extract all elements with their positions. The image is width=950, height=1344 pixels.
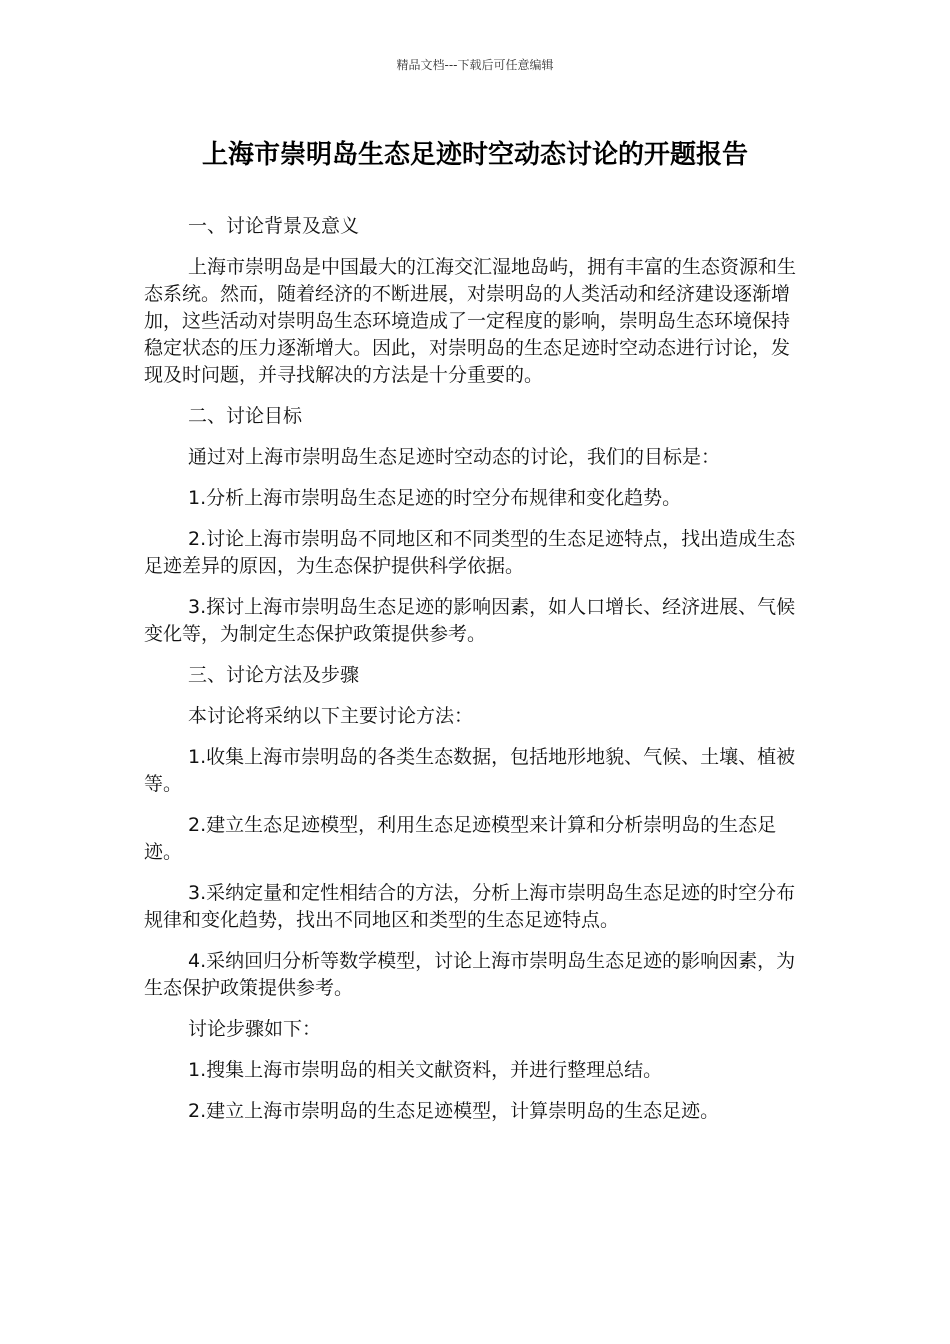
document-body — [144, 213, 804, 1139]
goal-item-1: 1.分析上海市崇明岛生态足迹的时空分布规律和变化趋势。 — [188, 487, 682, 509]
document-title: 上海市崇明岛生态足迹时空动态讨论的开题报告 — [201, 140, 748, 170]
goal-item-3: 3.探讨上海市崇明岛生态足迹的影响因素，如人口增长、经济进展、气候变化等，为制定生态保护政策提供参考。 — [144, 596, 796, 645]
step-item-1: 1.搜集上海市崇明岛的相关文献资料，并进行整理总结。 — [188, 1059, 663, 1081]
paragraph-steps-intro: 讨论步骤如下： — [188, 1018, 322, 1040]
paragraph-methods-intro: 本讨论将采纳以下主要讨论方法： — [188, 705, 474, 727]
method-item-2: 2.建立生态足迹模型，利用生态足迹模型来计算和分析崇明岛的生态足迹。 — [144, 814, 777, 863]
method-item-4: 4.采纳回归分析等数学模型，讨论上海市崇明岛生态足迹的影响因素，为生态保护政策提供参考。 — [144, 950, 796, 999]
header-note: 精品文档---下载后可任意编辑 — [396, 58, 554, 72]
method-item-1: 1.收集上海市崇明岛的各类生态数据，包括地形地貌、气候、土壤、植被等。 — [144, 746, 796, 795]
step-item-2: 2.建立上海市崇明岛的生态足迹模型，计算崇明岛的生态足迹。 — [188, 1100, 720, 1122]
method-item-3: 3.采纳定量和定性相结合的方法，分析上海市崇明岛生态足迹的时空分布规律和变化趋势，找出不同地区和类型的生态足迹特点。 — [144, 882, 796, 931]
paragraph-goals-intro: 通过对上海市崇明岛生态足迹时空动态的讨论，我们的目标是： — [188, 446, 721, 468]
section-heading-background: 一、讨论背景及意义 — [188, 215, 360, 237]
goal-item-2: 2.讨论上海市崇明岛不同地区和不同类型的生态足迹特点，找出造成生态足迹差异的原因，为生态保护提供科学依据。 — [144, 528, 796, 577]
paragraph-background: 上海市崇明岛是中国最大的江海交汇湿地岛屿，拥有丰富的生态资源和生态系统。然而，随着经济的不断进展，对崇明岛的人类活动和经济建设逐渐增加，这些活动对崇明岛生态环境造成了一定程度的影响，崇明岛生态环境保持稳定状态的压力逐渐增大。因此，对崇明岛的生态足迹时空动态进行讨论，发现及时问题，并寻找解决的方法是十分重要的。 — [144, 256, 797, 386]
section-heading-methods: 三、讨论方法及步骤 — [188, 664, 360, 686]
section-heading-goals: 二、讨论目标 — [188, 405, 303, 427]
